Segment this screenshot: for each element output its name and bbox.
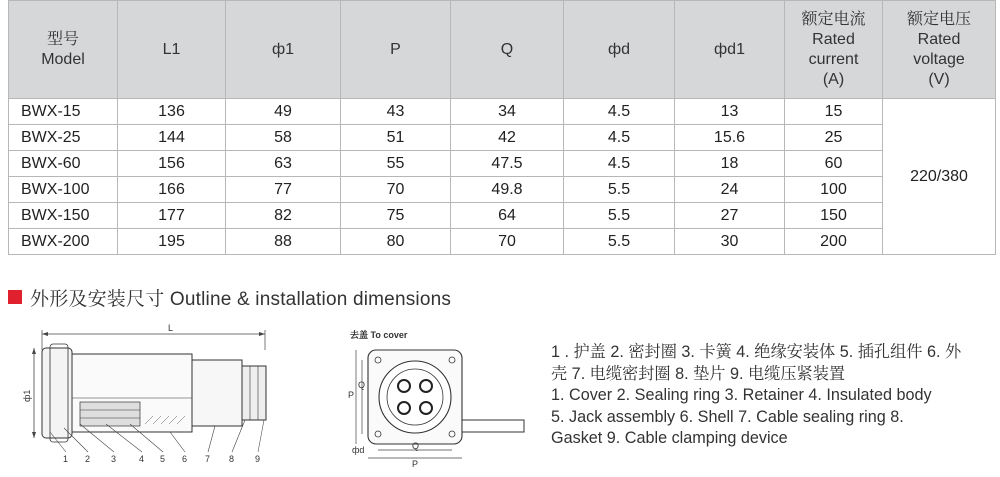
table-row [9, 151, 996, 177]
cell-phid1: 27 [675, 203, 785, 229]
cell-q: 42 [451, 125, 564, 151]
cell-current: 150 [785, 203, 883, 229]
cell-model: BWX-60 [9, 151, 118, 177]
cell-p: 51 [341, 125, 451, 151]
cell-model: BWX-15 [9, 99, 118, 125]
q-bottom-label: Q [412, 441, 420, 451]
cell-phid: 4.5 [564, 99, 675, 125]
cell-phi1: 58 [226, 125, 341, 151]
length-label: L [168, 323, 174, 333]
part-number-label: 8 [229, 454, 235, 464]
q-dimension-label: Q [358, 380, 366, 390]
cell-q: 34 [451, 99, 564, 125]
cell-current: 200 [785, 229, 883, 255]
cell-p: 70 [341, 177, 451, 203]
header-p: P [341, 1, 451, 99]
socket-face [379, 361, 451, 433]
cell-phid: 4.5 [564, 125, 675, 151]
cell-current: 100 [785, 177, 883, 203]
cell-current: 15 [785, 99, 883, 125]
diameter-label: ф1 [22, 389, 32, 402]
cell-p: 75 [341, 203, 451, 229]
cell-current: 60 [785, 151, 883, 177]
header-model: 型号 Model [9, 1, 118, 99]
cell-l1: 177 [118, 203, 226, 229]
cell-model: BWX-25 [9, 125, 118, 151]
cell-q: 47.5 [451, 151, 564, 177]
cell-phid1: 13 [675, 99, 785, 125]
cable-stub [462, 420, 524, 432]
cell-l1: 136 [118, 99, 226, 125]
legend-line: 1. Cover 2. Sealing ring 3. Retainer 4. Insulated body [551, 386, 932, 404]
cable-clamp-part [242, 366, 266, 420]
header-phid1: фd1 [675, 1, 785, 99]
cable-sealing-part [192, 360, 242, 426]
part-number-label: 7 [205, 454, 211, 464]
cell-q: 70 [451, 229, 564, 255]
cell-q: 64 [451, 203, 564, 229]
cell-model: BWX-200 [9, 229, 118, 255]
jack-assembly-part [80, 402, 140, 426]
parts-legend [551, 342, 998, 450]
cell-phid1: 24 [675, 177, 785, 203]
cell-phi1: 77 [226, 177, 341, 203]
cell-phid1: 15.6 [675, 125, 785, 151]
cell-model: BWX-150 [9, 203, 118, 229]
header-phid: фd [564, 1, 675, 99]
cell-phid: 4.5 [564, 151, 675, 177]
contact-pin [398, 402, 410, 414]
cell-voltage: 220/380 [883, 99, 996, 255]
part-number-label: 6 [182, 454, 188, 464]
cell-l1: 144 [118, 125, 226, 151]
table-row [9, 203, 996, 229]
cell-q: 49.8 [451, 177, 564, 203]
legend-line: Gasket 9. Cable clamping device [551, 429, 788, 447]
section-heading-text: 外形及安装尺寸 Outline & installation dimensions [30, 288, 452, 310]
legend-line: 5. Jack assembly 6. Shell 7. Cable sealing ring 8. [551, 407, 904, 426]
cell-phid1: 18 [675, 151, 785, 177]
part-number-labels [63, 454, 260, 464]
cell-phi1: 82 [226, 203, 341, 229]
cell-l1: 195 [118, 229, 226, 255]
phid-dimension-label: фd [352, 445, 365, 455]
part-number-label: 3 [111, 454, 117, 464]
header-row [9, 1, 996, 99]
cell-phid1: 30 [675, 229, 785, 255]
table-row [9, 229, 996, 255]
cell-phi1: 88 [226, 229, 341, 255]
cell-model: BWX-100 [9, 177, 118, 203]
red-square-icon [8, 290, 22, 304]
part-number-label: 1 [63, 454, 69, 464]
connector-front-drawing [330, 328, 540, 468]
contact-pin [420, 402, 432, 414]
contact-pin [420, 380, 432, 392]
cell-l1: 156 [118, 151, 226, 177]
table-row [9, 99, 996, 125]
cell-l1: 166 [118, 177, 226, 203]
part-number-label: 4 [139, 454, 145, 464]
cell-phid: 5.5 [564, 203, 675, 229]
cell-phid: 5.5 [564, 229, 675, 255]
contact-pin [398, 380, 410, 392]
cell-phid: 5.5 [564, 177, 675, 203]
part-number-label: 9 [255, 454, 261, 464]
part-number-label: 2 [85, 454, 91, 464]
header-rated-voltage: 额定电压 Rated voltage (V) [883, 1, 996, 99]
table-row [9, 177, 996, 203]
cell-p: 80 [341, 229, 451, 255]
header-rated-current: 额定电流 Rated current (A) [785, 1, 883, 99]
header-l1: L1 [118, 1, 226, 99]
cell-phi1: 63 [226, 151, 341, 177]
cover-part [42, 348, 72, 438]
header-q: Q [451, 1, 564, 99]
table-row [9, 125, 996, 151]
legend-line: 壳 7. 电缆密封圈 8. 垫片 9. 电缆压紧装置 [551, 364, 846, 383]
p-dimension-label: P [348, 390, 355, 400]
spec-table [8, 0, 996, 255]
cell-phi1: 49 [226, 99, 341, 125]
to-cover-label: 去盖 To cover [350, 330, 408, 340]
cell-current: 25 [785, 125, 883, 151]
header-phi1: ф1 [226, 1, 341, 99]
section-heading [8, 284, 451, 310]
cell-p: 43 [341, 99, 451, 125]
part-number-label: 5 [160, 454, 166, 464]
p-bottom-label: P [412, 459, 419, 468]
connector-side-drawing [20, 320, 280, 470]
legend-line: 1 . 护盖 2. 密封圈 3. 卡簧 4. 绝缘安装体 5. 插孔组件 6. 外 [551, 343, 962, 361]
cell-p: 55 [341, 151, 451, 177]
